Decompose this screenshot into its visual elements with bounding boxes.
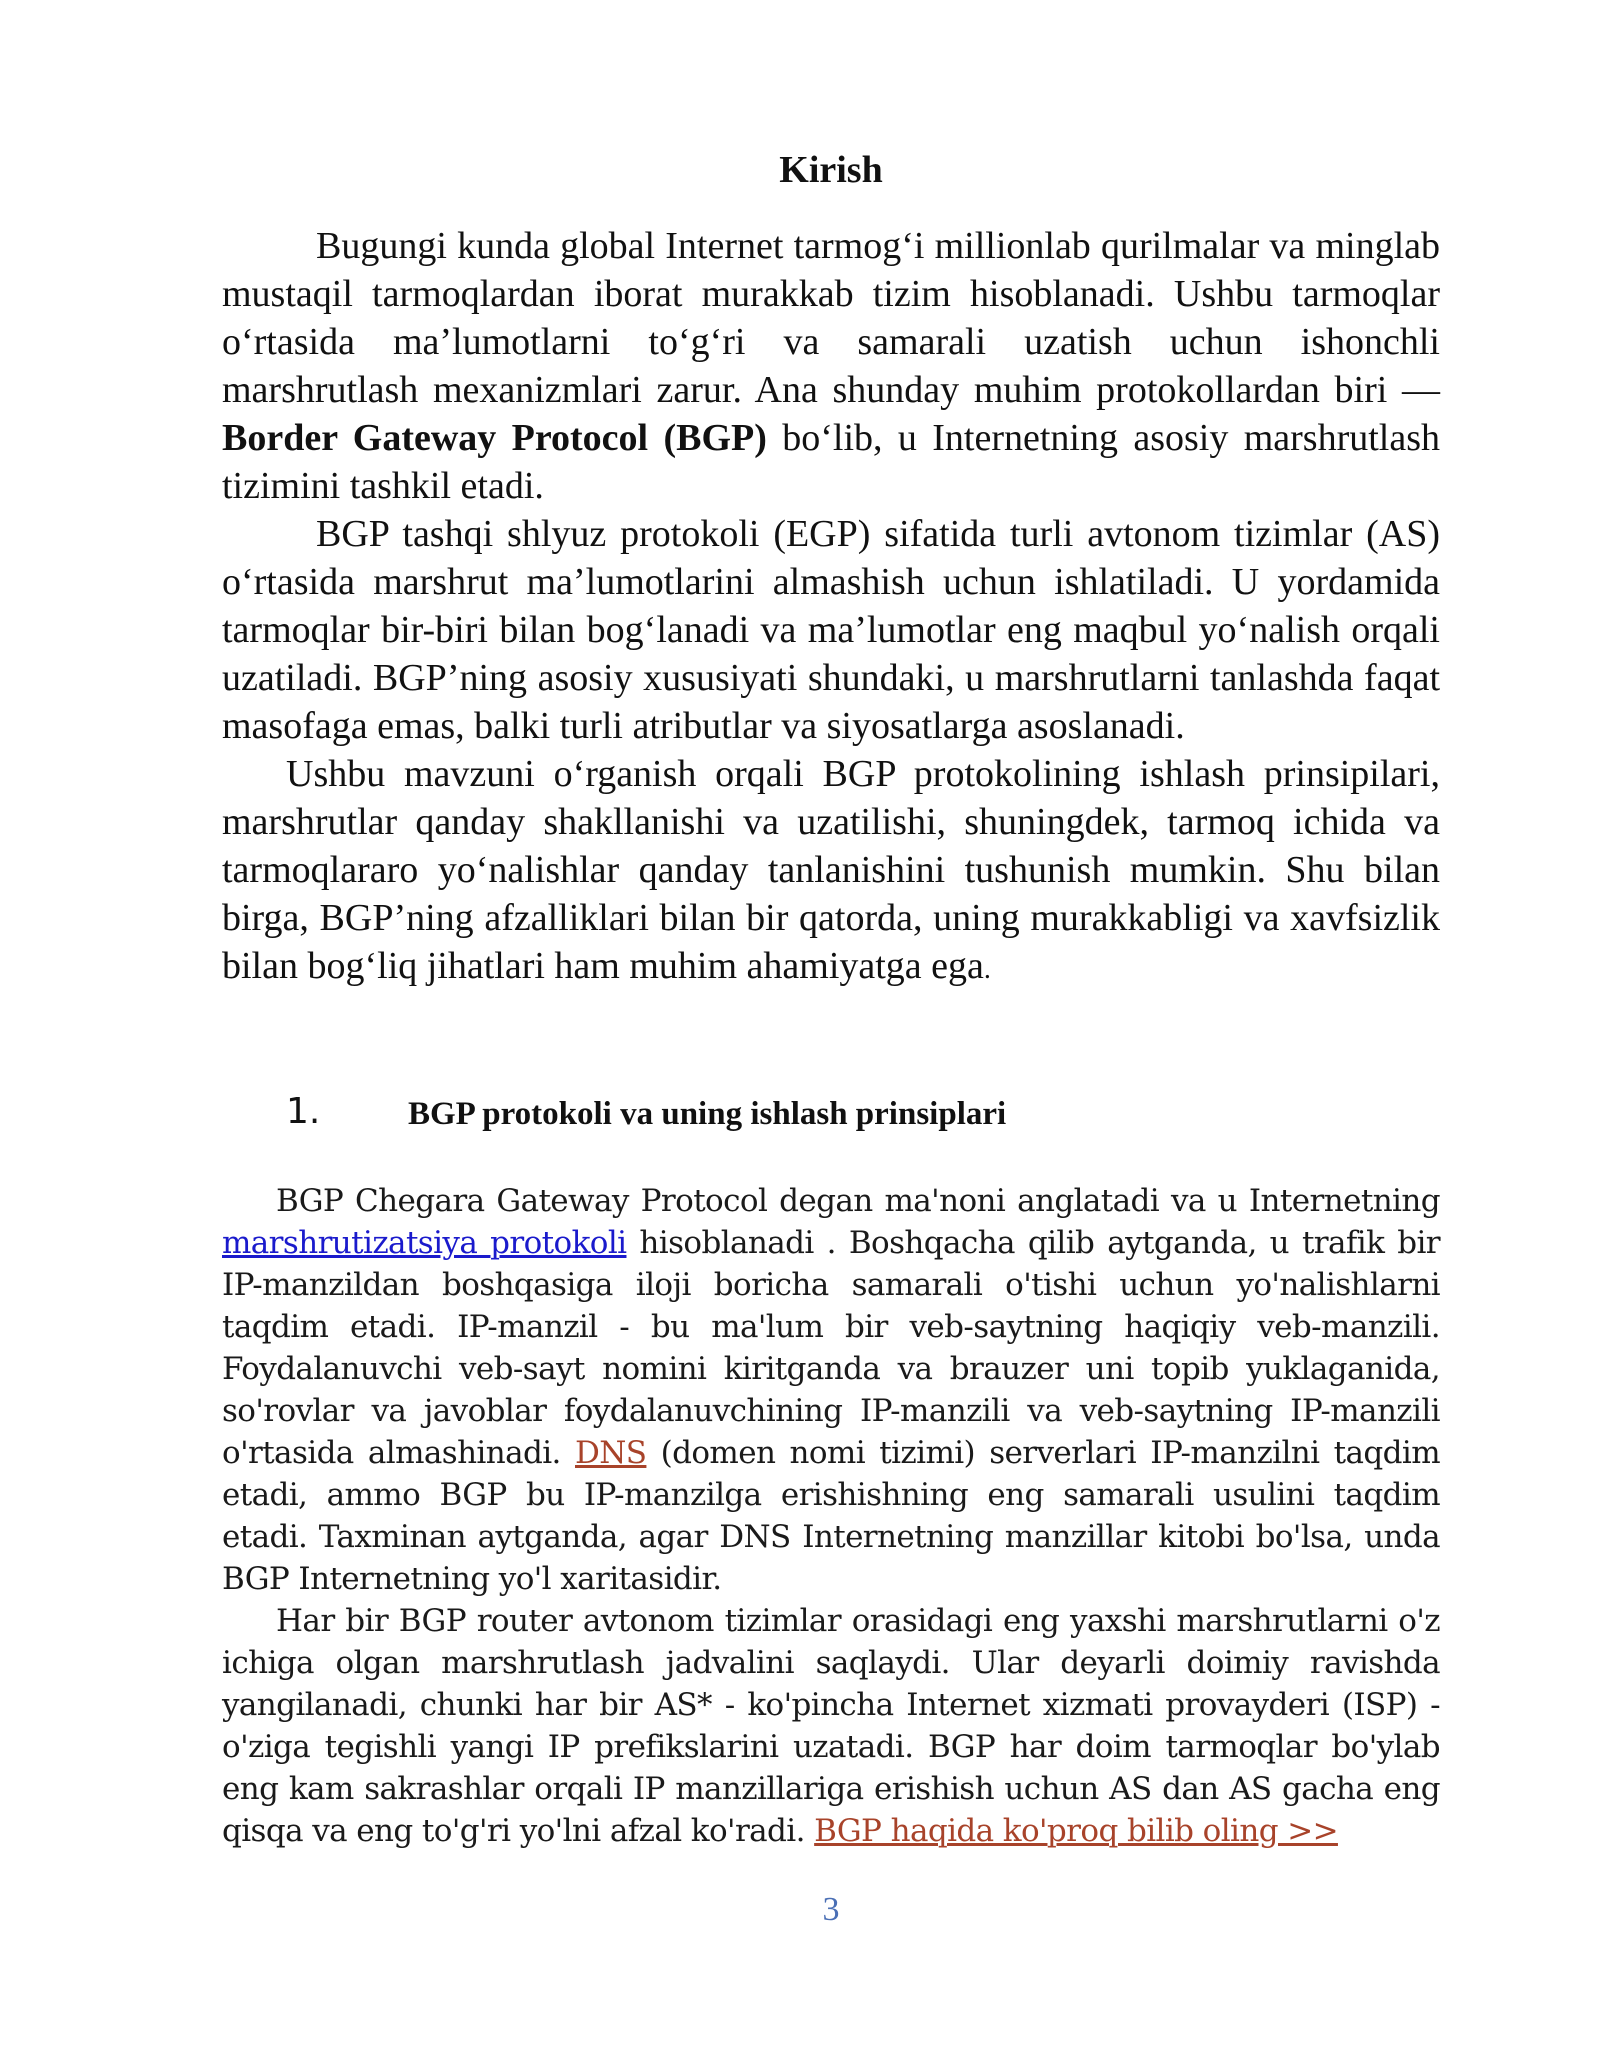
intro-p3-end: . xyxy=(983,954,991,985)
body-p1-text-a: BGP Chegara Gateway Protocol degan ma'noni anglatadi va u Internetning xyxy=(276,1183,1440,1219)
body-p1-text-b: hisoblanadi . Boshqacha qilib aytganda, u trafik bir IP-manzildan boshqasiga iloji boricha samarali o'tishi uchun yo'nalishlarni taqdim etadi. IP-manzil - bu ma'lum bir veb-saytning haqiqiy veb-manzili. Foydalanuvchi veb-sayt nomini kiritganda va brauzer uni topib yuklaganida, so'rovlar va javoblar foydalanuvchining IP-manzili va veb-saytning IP-manzili o'rtasida almashinadi. xyxy=(222,1225,1440,1471)
intro-paragraph-1 xyxy=(222,222,1440,510)
page-title: Kirish xyxy=(779,149,883,191)
intro-p1-text-a: Bugungi kunda global Internet tarmog‘i millionlab qurilmalar va minglab mustaqil tarmoqlardan iborat murakkab tizim hisoblanadi. Ushbu tarmoqlar o‘rtasida ma’lumotlarni to‘g‘ri va samarali uzatish uchun ishonchli marshrutlash mexanizmlari zarur. Ana shunday muhim protokollardan biri — xyxy=(222,225,1440,411)
intro-paragraph-2: BGP tashqi shlyuz protokoli (EGP) sifatida turli avtonom tizimlar (AS) o‘rtasida marshrut ma’lumotlarini almashish uchun ishlatiladi. U yordamida tarmoqlar bir-biri bilan bog‘lanadi va ma’lumotlar eng maqbul yo‘nalish orqali uzatiladi. BGP’ning asosiy xususiyati shundaki, u marshrutlarni tanlashda faqat masofaga emas, balki turli atributlar va siyosatlarga asoslanadi. xyxy=(222,513,1440,747)
section-body xyxy=(222,1180,1440,1852)
body-p1-text-c: (domen nomi tizimi) serverlari IP-manzilni taqdim etadi, ammo BGP bu IP-manzilga erishishning eng samarali usulini taqdim etadi. Taxminan aytganda, agar DNS Internetning manzillar kitobi bo'lsa, unda BGP Internetning yo'l xaritasidir. xyxy=(222,1435,1441,1597)
intro-p3-text: Ushbu mavzuni o‘rganish orqali BGP protokolining ishlash prinsipilari, marshrutlar qanday shakllanishi va uzatilishi, shuningdek, tarmoq ichida va tarmoqlararo yo‘nalishlar qanday tanlanishini tushunish mumkin. Shu bilan birga, BGP’ning afzalliklari bilan bir qatorda, uning murakkabligi va xavfsizlik bilan bog‘liq jihatlari ham muhim ahamiyatga ega xyxy=(222,753,1440,987)
body-p2-text: Har bir BGP router avtonom tizimlar orasidagi eng yaxshi marshrutlarni o'z ichiga olgan marshrutlash jadvalini saqlaydi. Ular deyarli doimiy ravishda yangilanadi, chunki har bir AS* - ko'pincha Internet xizmati provayderi (ISP) - o'ziga tegishli yangi IP prefikslarini uzatadi. BGP har doim tarmoqlar bo'ylab eng kam sakrashlar orqali IP manzillariga erishish uchun AS dan AS gacha eng qisqa va eng to'g'ri yo'lni afzal ko'radi. xyxy=(222,1603,1440,1849)
section-number: 1. xyxy=(286,1091,321,1132)
learn-more-bgp-link[interactable]: BGP haqida ko'proq bilib oling >> xyxy=(814,1813,1338,1849)
intro-p1-text-b: bo‘lib, u Internetning asosiy marshrutlash tizimini tashkil etadi. xyxy=(222,417,1440,507)
intro-section xyxy=(222,222,1440,994)
intro-p1-bold: Border Gateway Protocol (BGP) xyxy=(222,417,767,459)
routing-protocol-link[interactable]: marshrutizatsiya protokoli xyxy=(222,1225,627,1261)
body-paragraph-2 xyxy=(222,1600,1440,1852)
dns-link[interactable]: DNS xyxy=(575,1435,647,1471)
section-title: BGP protokoli va uning ishlash prinsiplari xyxy=(408,1096,1007,1132)
body-paragraph-1 xyxy=(222,1180,1440,1600)
intro-paragraph-3 xyxy=(222,750,1440,994)
section-heading xyxy=(222,1088,1440,1138)
page-number: 3 xyxy=(822,1891,840,1928)
